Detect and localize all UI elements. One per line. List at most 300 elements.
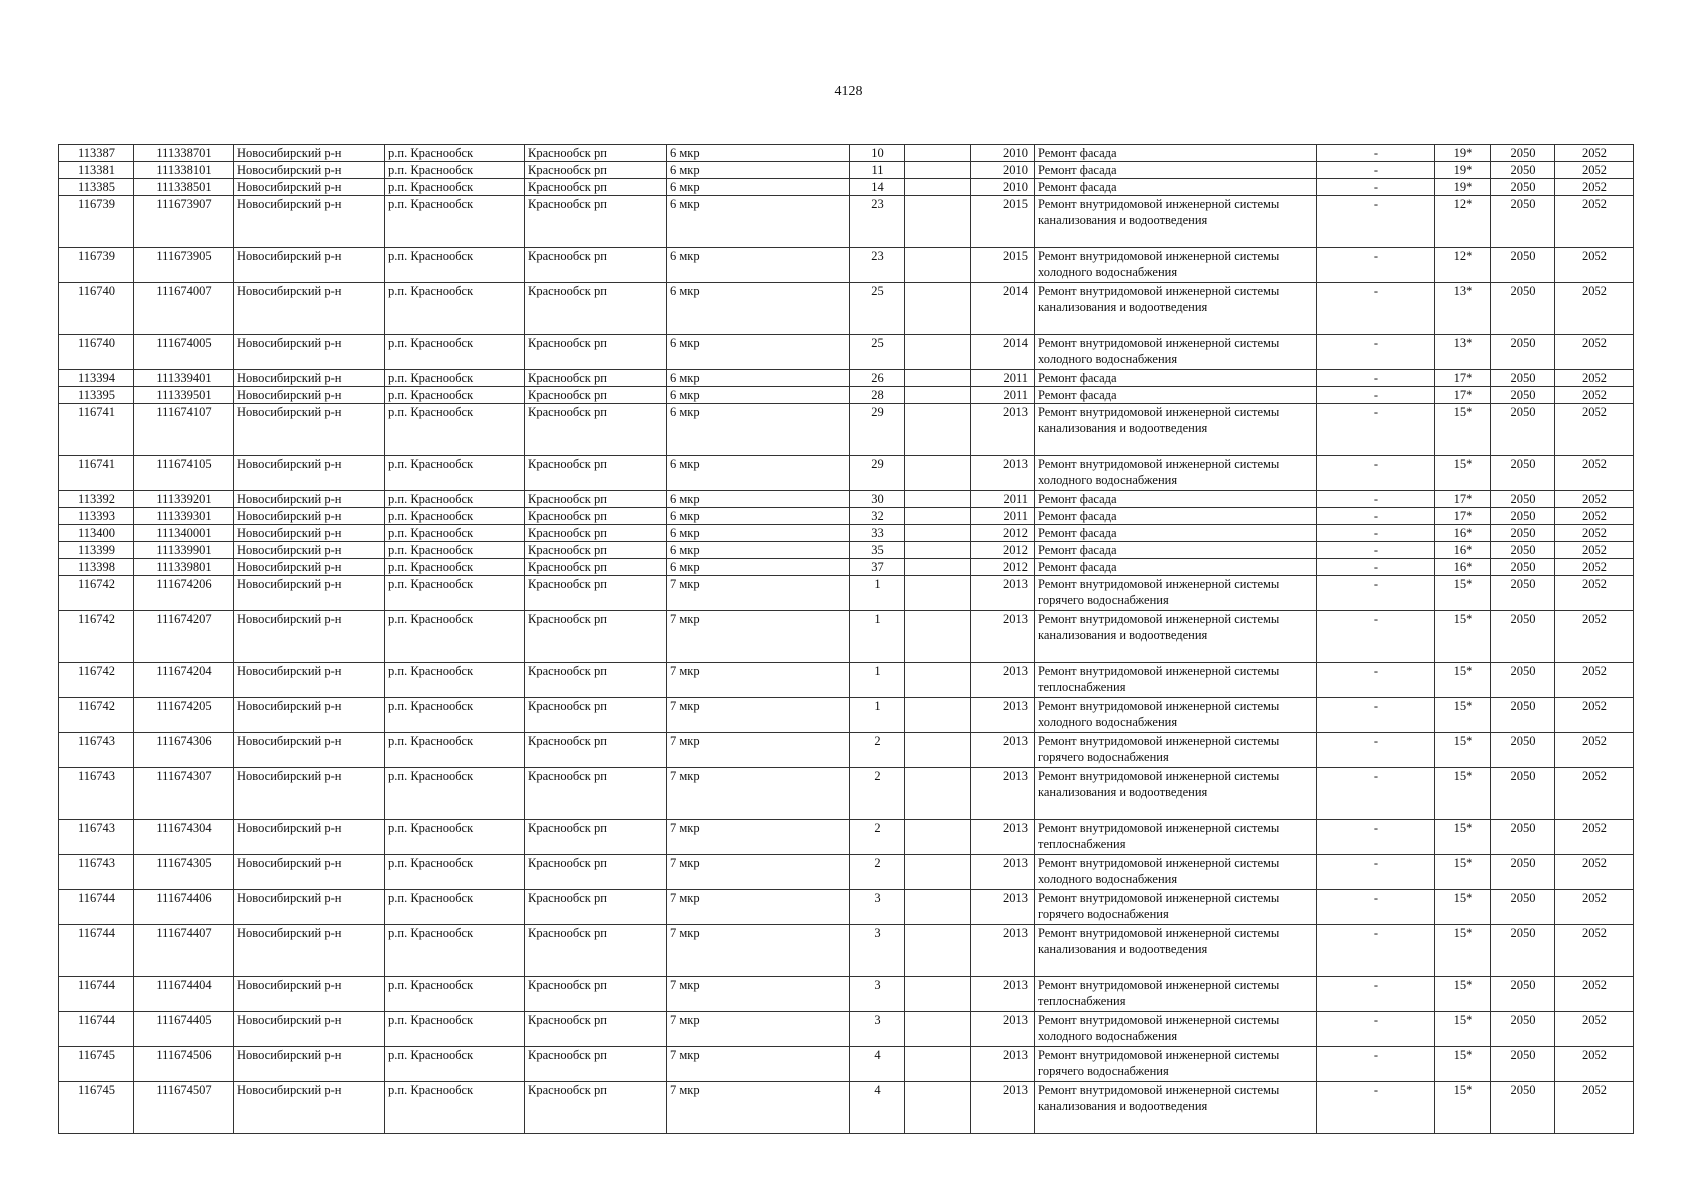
table-row bbox=[59, 733, 1634, 768]
end-year-cell: 2052 bbox=[1555, 1047, 1634, 1082]
work-type-cell: Ремонт фасада bbox=[1035, 162, 1317, 179]
work-type-cell: Ремонт внутридомовой инженерной системы канализования и водоотведения bbox=[1035, 196, 1317, 248]
note-cell: - bbox=[1317, 611, 1435, 663]
district-cell: Новосибирский р-н bbox=[234, 733, 385, 768]
repair-schedule-table bbox=[58, 144, 1634, 1134]
term-cell: 15* bbox=[1435, 733, 1491, 768]
note-cell: - bbox=[1317, 335, 1435, 370]
term-cell: 15* bbox=[1435, 1012, 1491, 1047]
street-cell: 7 мкр bbox=[667, 925, 850, 977]
year-cell: 2011 bbox=[971, 508, 1035, 525]
note-cell: - bbox=[1317, 145, 1435, 162]
building-cell bbox=[905, 698, 971, 733]
object-code-cell: 111674007 bbox=[134, 283, 234, 335]
row-id-cell: 116742 bbox=[59, 576, 134, 611]
house-number-cell: 23 bbox=[850, 248, 905, 283]
year-cell: 2015 bbox=[971, 248, 1035, 283]
year-cell: 2011 bbox=[971, 370, 1035, 387]
settlement-cell: р.п. Краснообск bbox=[385, 559, 525, 576]
settlement-cell: р.п. Краснообск bbox=[385, 1012, 525, 1047]
locality-cell: Краснообск рп bbox=[525, 404, 667, 456]
house-number-cell: 1 bbox=[850, 576, 905, 611]
street-cell: 6 мкр bbox=[667, 542, 850, 559]
term-cell: 15* bbox=[1435, 890, 1491, 925]
building-cell bbox=[905, 1012, 971, 1047]
district-cell: Новосибирский р-н bbox=[234, 283, 385, 335]
object-code-cell: 111339301 bbox=[134, 508, 234, 525]
start-year-cell: 2050 bbox=[1491, 370, 1555, 387]
start-year-cell: 2050 bbox=[1491, 248, 1555, 283]
house-number-cell: 2 bbox=[850, 820, 905, 855]
table-row bbox=[59, 820, 1634, 855]
locality-cell: Краснообск рп bbox=[525, 820, 667, 855]
start-year-cell: 2050 bbox=[1491, 1012, 1555, 1047]
object-code-cell: 111673905 bbox=[134, 248, 234, 283]
table-row bbox=[59, 542, 1634, 559]
work-type-cell: Ремонт внутридомовой инженерной системы холодного водоснабжения bbox=[1035, 335, 1317, 370]
table-row bbox=[59, 1012, 1634, 1047]
house-number-cell: 28 bbox=[850, 387, 905, 404]
term-cell: 15* bbox=[1435, 576, 1491, 611]
building-cell bbox=[905, 145, 971, 162]
row-id-cell: 116745 bbox=[59, 1082, 134, 1134]
locality-cell: Краснообск рп bbox=[525, 1047, 667, 1082]
settlement-cell: р.п. Краснообск bbox=[385, 733, 525, 768]
term-cell: 19* bbox=[1435, 162, 1491, 179]
row-id-cell: 116743 bbox=[59, 768, 134, 820]
work-type-cell: Ремонт фасада bbox=[1035, 525, 1317, 542]
settlement-cell: р.п. Краснообск bbox=[385, 456, 525, 491]
year-cell: 2013 bbox=[971, 733, 1035, 768]
locality-cell: Краснообск рп bbox=[525, 977, 667, 1012]
street-cell: 7 мкр bbox=[667, 663, 850, 698]
building-cell bbox=[905, 525, 971, 542]
settlement-cell: р.п. Краснообск bbox=[385, 820, 525, 855]
building-cell bbox=[905, 491, 971, 508]
start-year-cell: 2050 bbox=[1491, 663, 1555, 698]
house-number-cell: 30 bbox=[850, 491, 905, 508]
settlement-cell: р.п. Краснообск bbox=[385, 491, 525, 508]
locality-cell: Краснообск рп bbox=[525, 370, 667, 387]
row-id-cell: 116740 bbox=[59, 283, 134, 335]
district-cell: Новосибирский р-н bbox=[234, 768, 385, 820]
work-type-cell: Ремонт внутридомовой инженерной системы канализования и водоотведения bbox=[1035, 283, 1317, 335]
street-cell: 6 мкр bbox=[667, 525, 850, 542]
note-cell: - bbox=[1317, 890, 1435, 925]
start-year-cell: 2050 bbox=[1491, 768, 1555, 820]
table-row bbox=[59, 283, 1634, 335]
settlement-cell: р.п. Краснообск bbox=[385, 196, 525, 248]
work-type-cell: Ремонт внутридомовой инженерной системы канализования и водоотведения bbox=[1035, 611, 1317, 663]
work-type-cell: Ремонт внутридомовой инженерной системы горячего водоснабжения bbox=[1035, 1047, 1317, 1082]
locality-cell: Краснообск рп bbox=[525, 283, 667, 335]
term-cell: 15* bbox=[1435, 698, 1491, 733]
term-cell: 15* bbox=[1435, 977, 1491, 1012]
building-cell bbox=[905, 768, 971, 820]
term-cell: 13* bbox=[1435, 283, 1491, 335]
work-type-cell: Ремонт фасада bbox=[1035, 387, 1317, 404]
house-number-cell: 23 bbox=[850, 196, 905, 248]
table-row bbox=[59, 404, 1634, 456]
year-cell: 2014 bbox=[971, 283, 1035, 335]
house-number-cell: 25 bbox=[850, 335, 905, 370]
row-id-cell: 113395 bbox=[59, 387, 134, 404]
building-cell bbox=[905, 925, 971, 977]
term-cell: 15* bbox=[1435, 768, 1491, 820]
table-body bbox=[59, 145, 1634, 1134]
work-type-cell: Ремонт внутридомовой инженерной системы холодного водоснабжения bbox=[1035, 698, 1317, 733]
object-code-cell: 111674407 bbox=[134, 925, 234, 977]
house-number-cell: 3 bbox=[850, 977, 905, 1012]
house-number-cell: 1 bbox=[850, 698, 905, 733]
row-id-cell: 113394 bbox=[59, 370, 134, 387]
building-cell bbox=[905, 1047, 971, 1082]
district-cell: Новосибирский р-н bbox=[234, 508, 385, 525]
note-cell: - bbox=[1317, 576, 1435, 611]
start-year-cell: 2050 bbox=[1491, 387, 1555, 404]
house-number-cell: 33 bbox=[850, 525, 905, 542]
start-year-cell: 2050 bbox=[1491, 855, 1555, 890]
locality-cell: Краснообск рп bbox=[525, 508, 667, 525]
term-cell: 16* bbox=[1435, 525, 1491, 542]
work-type-cell: Ремонт внутридомовой инженерной системы теплоснабжения bbox=[1035, 977, 1317, 1012]
end-year-cell: 2052 bbox=[1555, 196, 1634, 248]
street-cell: 7 мкр bbox=[667, 820, 850, 855]
street-cell: 7 мкр bbox=[667, 1012, 850, 1047]
object-code-cell: 111339801 bbox=[134, 559, 234, 576]
object-code-cell: 111674206 bbox=[134, 576, 234, 611]
street-cell: 7 мкр bbox=[667, 698, 850, 733]
object-code-cell: 111339201 bbox=[134, 491, 234, 508]
year-cell: 2013 bbox=[971, 1082, 1035, 1134]
building-cell bbox=[905, 196, 971, 248]
work-type-cell: Ремонт фасада bbox=[1035, 508, 1317, 525]
work-type-cell: Ремонт внутридомовой инженерной системы холодного водоснабжения bbox=[1035, 855, 1317, 890]
settlement-cell: р.п. Краснообск bbox=[385, 698, 525, 733]
object-code-cell: 111674307 bbox=[134, 768, 234, 820]
note-cell: - bbox=[1317, 559, 1435, 576]
settlement-cell: р.п. Краснообск bbox=[385, 611, 525, 663]
street-cell: 6 мкр bbox=[667, 335, 850, 370]
start-year-cell: 2050 bbox=[1491, 890, 1555, 925]
table-row bbox=[59, 162, 1634, 179]
locality-cell: Краснообск рп bbox=[525, 525, 667, 542]
locality-cell: Краснообск рп bbox=[525, 925, 667, 977]
street-cell: 7 мкр bbox=[667, 733, 850, 768]
end-year-cell: 2052 bbox=[1555, 508, 1634, 525]
end-year-cell: 2052 bbox=[1555, 663, 1634, 698]
house-number-cell: 2 bbox=[850, 768, 905, 820]
end-year-cell: 2052 bbox=[1555, 542, 1634, 559]
end-year-cell: 2052 bbox=[1555, 162, 1634, 179]
year-cell: 2012 bbox=[971, 525, 1035, 542]
object-code-cell: 111674005 bbox=[134, 335, 234, 370]
street-cell: 6 мкр bbox=[667, 456, 850, 491]
note-cell: - bbox=[1317, 179, 1435, 196]
object-code-cell: 111338701 bbox=[134, 145, 234, 162]
locality-cell: Краснообск рп bbox=[525, 1012, 667, 1047]
object-code-cell: 111674305 bbox=[134, 855, 234, 890]
district-cell: Новосибирский р-н bbox=[234, 925, 385, 977]
end-year-cell: 2052 bbox=[1555, 335, 1634, 370]
table-row bbox=[59, 248, 1634, 283]
term-cell: 15* bbox=[1435, 456, 1491, 491]
row-id-cell: 113387 bbox=[59, 145, 134, 162]
start-year-cell: 2050 bbox=[1491, 145, 1555, 162]
start-year-cell: 2050 bbox=[1491, 335, 1555, 370]
end-year-cell: 2052 bbox=[1555, 1082, 1634, 1134]
building-cell bbox=[905, 456, 971, 491]
row-id-cell: 116742 bbox=[59, 698, 134, 733]
object-code-cell: 111674404 bbox=[134, 977, 234, 1012]
settlement-cell: р.п. Краснообск bbox=[385, 404, 525, 456]
end-year-cell: 2052 bbox=[1555, 145, 1634, 162]
table-row bbox=[59, 179, 1634, 196]
year-cell: 2013 bbox=[971, 1012, 1035, 1047]
street-cell: 6 мкр bbox=[667, 559, 850, 576]
page-number: 4128 bbox=[834, 84, 863, 99]
building-cell bbox=[905, 335, 971, 370]
note-cell: - bbox=[1317, 162, 1435, 179]
end-year-cell: 2052 bbox=[1555, 525, 1634, 542]
locality-cell: Краснообск рп bbox=[525, 162, 667, 179]
house-number-cell: 11 bbox=[850, 162, 905, 179]
start-year-cell: 2050 bbox=[1491, 611, 1555, 663]
street-cell: 6 мкр bbox=[667, 491, 850, 508]
house-number-cell: 3 bbox=[850, 890, 905, 925]
district-cell: Новосибирский р-н bbox=[234, 611, 385, 663]
start-year-cell: 2050 bbox=[1491, 576, 1555, 611]
settlement-cell: р.п. Краснообск bbox=[385, 663, 525, 698]
building-cell bbox=[905, 977, 971, 1012]
row-id-cell: 116742 bbox=[59, 611, 134, 663]
end-year-cell: 2052 bbox=[1555, 404, 1634, 456]
term-cell: 15* bbox=[1435, 1047, 1491, 1082]
street-cell: 6 мкр bbox=[667, 162, 850, 179]
building-cell bbox=[905, 611, 971, 663]
term-cell: 19* bbox=[1435, 145, 1491, 162]
object-code-cell: 111339901 bbox=[134, 542, 234, 559]
end-year-cell: 2052 bbox=[1555, 925, 1634, 977]
term-cell: 17* bbox=[1435, 387, 1491, 404]
building-cell bbox=[905, 1082, 971, 1134]
end-year-cell: 2052 bbox=[1555, 559, 1634, 576]
street-cell: 6 мкр bbox=[667, 196, 850, 248]
end-year-cell: 2052 bbox=[1555, 611, 1634, 663]
building-cell bbox=[905, 387, 971, 404]
note-cell: - bbox=[1317, 925, 1435, 977]
house-number-cell: 2 bbox=[850, 855, 905, 890]
object-code-cell: 111674105 bbox=[134, 456, 234, 491]
table-row bbox=[59, 559, 1634, 576]
settlement-cell: р.п. Краснообск bbox=[385, 925, 525, 977]
object-code-cell: 111339501 bbox=[134, 387, 234, 404]
term-cell: 15* bbox=[1435, 925, 1491, 977]
object-code-cell: 111338101 bbox=[134, 162, 234, 179]
table-row bbox=[59, 196, 1634, 248]
work-type-cell: Ремонт внутридомовой инженерной системы холодного водоснабжения bbox=[1035, 456, 1317, 491]
end-year-cell: 2052 bbox=[1555, 1012, 1634, 1047]
row-id-cell: 113385 bbox=[59, 179, 134, 196]
district-cell: Новосибирский р-н bbox=[234, 145, 385, 162]
term-cell: 17* bbox=[1435, 370, 1491, 387]
row-id-cell: 116742 bbox=[59, 663, 134, 698]
row-id-cell: 113381 bbox=[59, 162, 134, 179]
locality-cell: Краснообск рп bbox=[525, 890, 667, 925]
note-cell: - bbox=[1317, 491, 1435, 508]
note-cell: - bbox=[1317, 248, 1435, 283]
locality-cell: Краснообск рп bbox=[525, 491, 667, 508]
row-id-cell: 116739 bbox=[59, 248, 134, 283]
table-row bbox=[59, 370, 1634, 387]
year-cell: 2010 bbox=[971, 145, 1035, 162]
house-number-cell: 37 bbox=[850, 559, 905, 576]
house-number-cell: 10 bbox=[850, 145, 905, 162]
table-row bbox=[59, 145, 1634, 162]
work-type-cell: Ремонт фасада bbox=[1035, 559, 1317, 576]
street-cell: 7 мкр bbox=[667, 977, 850, 1012]
year-cell: 2014 bbox=[971, 335, 1035, 370]
house-number-cell: 29 bbox=[850, 456, 905, 491]
row-id-cell: 116744 bbox=[59, 977, 134, 1012]
term-cell: 16* bbox=[1435, 559, 1491, 576]
locality-cell: Краснообск рп bbox=[525, 663, 667, 698]
locality-cell: Краснообск рп bbox=[525, 733, 667, 768]
year-cell: 2013 bbox=[971, 698, 1035, 733]
start-year-cell: 2050 bbox=[1491, 162, 1555, 179]
district-cell: Новосибирский р-н bbox=[234, 370, 385, 387]
district-cell: Новосибирский р-н bbox=[234, 491, 385, 508]
house-number-cell: 2 bbox=[850, 733, 905, 768]
table-row bbox=[59, 698, 1634, 733]
end-year-cell: 2052 bbox=[1555, 768, 1634, 820]
year-cell: 2011 bbox=[971, 491, 1035, 508]
house-number-cell: 32 bbox=[850, 508, 905, 525]
end-year-cell: 2052 bbox=[1555, 855, 1634, 890]
end-year-cell: 2052 bbox=[1555, 248, 1634, 283]
building-cell bbox=[905, 283, 971, 335]
locality-cell: Краснообск рп bbox=[525, 456, 667, 491]
year-cell: 2013 bbox=[971, 768, 1035, 820]
settlement-cell: р.п. Краснообск bbox=[385, 335, 525, 370]
table-row bbox=[59, 977, 1634, 1012]
locality-cell: Краснообск рп bbox=[525, 145, 667, 162]
street-cell: 6 мкр bbox=[667, 145, 850, 162]
district-cell: Новосибирский р-н bbox=[234, 179, 385, 196]
row-id-cell: 116743 bbox=[59, 820, 134, 855]
house-number-cell: 4 bbox=[850, 1082, 905, 1134]
district-cell: Новосибирский р-н bbox=[234, 456, 385, 491]
locality-cell: Краснообск рп bbox=[525, 698, 667, 733]
term-cell: 15* bbox=[1435, 404, 1491, 456]
row-id-cell: 116740 bbox=[59, 335, 134, 370]
district-cell: Новосибирский р-н bbox=[234, 525, 385, 542]
settlement-cell: р.п. Краснообск bbox=[385, 370, 525, 387]
term-cell: 15* bbox=[1435, 611, 1491, 663]
object-code-cell: 111674207 bbox=[134, 611, 234, 663]
district-cell: Новосибирский р-н bbox=[234, 1047, 385, 1082]
term-cell: 16* bbox=[1435, 542, 1491, 559]
end-year-cell: 2052 bbox=[1555, 387, 1634, 404]
start-year-cell: 2050 bbox=[1491, 925, 1555, 977]
row-id-cell: 116743 bbox=[59, 733, 134, 768]
house-number-cell: 4 bbox=[850, 1047, 905, 1082]
district-cell: Новосибирский р-н bbox=[234, 698, 385, 733]
street-cell: 6 мкр bbox=[667, 387, 850, 404]
district-cell: Новосибирский р-н bbox=[234, 387, 385, 404]
building-cell bbox=[905, 663, 971, 698]
start-year-cell: 2050 bbox=[1491, 491, 1555, 508]
year-cell: 2010 bbox=[971, 179, 1035, 196]
district-cell: Новосибирский р-н bbox=[234, 663, 385, 698]
end-year-cell: 2052 bbox=[1555, 283, 1634, 335]
district-cell: Новосибирский р-н bbox=[234, 162, 385, 179]
term-cell: 15* bbox=[1435, 855, 1491, 890]
settlement-cell: р.п. Краснообск bbox=[385, 855, 525, 890]
building-cell bbox=[905, 542, 971, 559]
settlement-cell: р.п. Краснообск bbox=[385, 1047, 525, 1082]
settlement-cell: р.п. Краснообск bbox=[385, 162, 525, 179]
table-row bbox=[59, 335, 1634, 370]
object-code-cell: 111340001 bbox=[134, 525, 234, 542]
year-cell: 2013 bbox=[971, 1047, 1035, 1082]
work-type-cell: Ремонт внутридомовой инженерной системы холодного водоснабжения bbox=[1035, 248, 1317, 283]
start-year-cell: 2050 bbox=[1491, 559, 1555, 576]
district-cell: Новосибирский р-н bbox=[234, 855, 385, 890]
district-cell: Новосибирский р-н bbox=[234, 196, 385, 248]
table-row bbox=[59, 1082, 1634, 1134]
district-cell: Новосибирский р-н bbox=[234, 977, 385, 1012]
term-cell: 15* bbox=[1435, 820, 1491, 855]
row-id-cell: 113400 bbox=[59, 525, 134, 542]
end-year-cell: 2052 bbox=[1555, 820, 1634, 855]
work-type-cell: Ремонт внутридомовой инженерной системы горячего водоснабжения bbox=[1035, 733, 1317, 768]
locality-cell: Краснообск рп bbox=[525, 611, 667, 663]
house-number-cell: 14 bbox=[850, 179, 905, 196]
building-cell bbox=[905, 576, 971, 611]
table-row bbox=[59, 663, 1634, 698]
settlement-cell: р.п. Краснообск bbox=[385, 248, 525, 283]
table-row bbox=[59, 1047, 1634, 1082]
end-year-cell: 2052 bbox=[1555, 179, 1634, 196]
object-code-cell: 111674204 bbox=[134, 663, 234, 698]
year-cell: 2012 bbox=[971, 542, 1035, 559]
note-cell: - bbox=[1317, 387, 1435, 404]
house-number-cell: 3 bbox=[850, 925, 905, 977]
work-type-cell: Ремонт внутридомовой инженерной системы канализования и водоотведения bbox=[1035, 404, 1317, 456]
object-code-cell: 111674306 bbox=[134, 733, 234, 768]
row-id-cell: 113399 bbox=[59, 542, 134, 559]
table-row bbox=[59, 576, 1634, 611]
note-cell: - bbox=[1317, 404, 1435, 456]
note-cell: - bbox=[1317, 768, 1435, 820]
start-year-cell: 2050 bbox=[1491, 1047, 1555, 1082]
district-cell: Новосибирский р-н bbox=[234, 1082, 385, 1134]
start-year-cell: 2050 bbox=[1491, 733, 1555, 768]
house-number-cell: 29 bbox=[850, 404, 905, 456]
settlement-cell: р.п. Краснообск bbox=[385, 576, 525, 611]
table-row bbox=[59, 925, 1634, 977]
table-row bbox=[59, 525, 1634, 542]
house-number-cell: 26 bbox=[850, 370, 905, 387]
note-cell: - bbox=[1317, 196, 1435, 248]
row-id-cell: 116743 bbox=[59, 855, 134, 890]
term-cell: 15* bbox=[1435, 1082, 1491, 1134]
row-id-cell: 116739 bbox=[59, 196, 134, 248]
end-year-cell: 2052 bbox=[1555, 576, 1634, 611]
note-cell: - bbox=[1317, 855, 1435, 890]
note-cell: - bbox=[1317, 508, 1435, 525]
